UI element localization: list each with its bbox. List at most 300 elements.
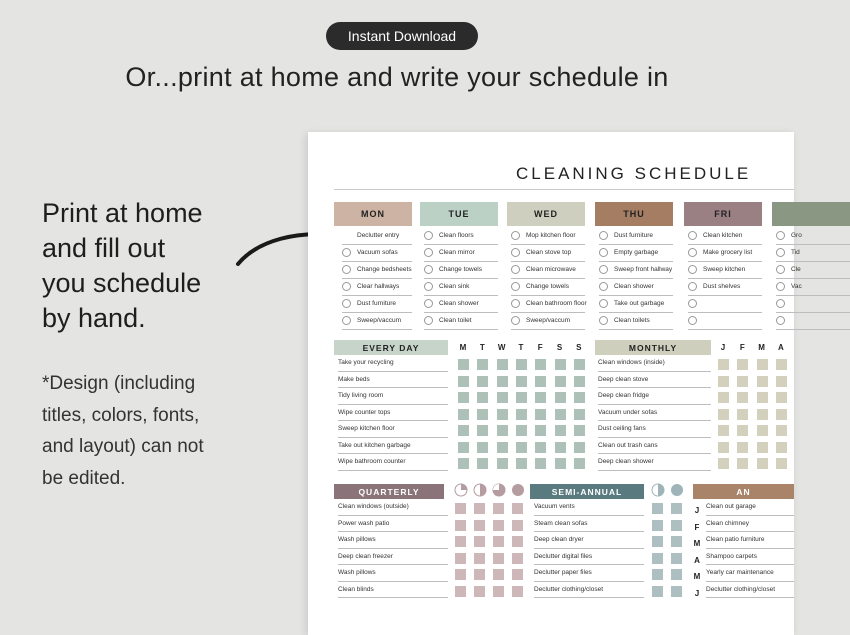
checkbox-square[interactable]: [516, 359, 527, 370]
task-label: Wipe bathroom counter: [338, 458, 406, 466]
task-checkbox[interactable]: [511, 265, 520, 274]
semi-annual-task-row[interactable]: [534, 532, 644, 549]
task-label: Deep clean stove: [598, 375, 649, 383]
checkbox-square[interactable]: [497, 392, 508, 403]
checkbox-square[interactable]: [516, 425, 527, 436]
checkbox-square[interactable]: [474, 553, 485, 564]
task-label: Wash pillows: [338, 569, 376, 577]
day-task-row[interactable]: [342, 244, 412, 262]
day-task-row[interactable]: [599, 261, 673, 279]
day-task-row[interactable]: [342, 261, 412, 279]
checkbox-square[interactable]: [455, 553, 466, 564]
task-label: Clean chimney: [706, 519, 749, 527]
day-task-row[interactable]: [688, 244, 762, 262]
annual-month-letter: M: [693, 572, 701, 581]
every-day-task-row[interactable]: [338, 421, 448, 438]
checkbox-square[interactable]: [535, 359, 546, 370]
checkbox-square[interactable]: [737, 425, 748, 436]
day-task-row[interactable]: [776, 278, 850, 296]
checkbox-square[interactable]: [737, 359, 748, 370]
month-letter: A: [778, 343, 784, 352]
half-pie-icon: [670, 483, 684, 497]
every-day-task-row[interactable]: [338, 372, 448, 389]
checkbox-square[interactable]: [493, 569, 504, 580]
half-pie-icon: [651, 483, 665, 497]
every-day-task-row[interactable]: [338, 405, 448, 422]
checkbox-square[interactable]: [671, 503, 682, 514]
checkbox-square[interactable]: [516, 409, 527, 420]
task-checkbox[interactable]: [776, 316, 785, 325]
checkbox-square[interactable]: [555, 376, 566, 387]
day-task-row[interactable]: [688, 312, 762, 330]
day-task-row[interactable]: [424, 227, 498, 245]
task-checkbox[interactable]: [424, 316, 433, 325]
task-label: Clean shower: [614, 283, 654, 290]
task-label: Clean microwave: [526, 266, 576, 273]
checkbox-square[interactable]: [512, 586, 523, 597]
checkbox-square[interactable]: [555, 425, 566, 436]
arrow-pointer-gap[interactable]: [342, 265, 351, 274]
checkbox-square[interactable]: [555, 409, 566, 420]
day-task-row[interactable]: [511, 312, 585, 330]
semi-annual-task-row[interactable]: [534, 499, 644, 516]
task-checkbox[interactable]: [424, 248, 433, 257]
task-checkbox[interactable]: [599, 282, 608, 291]
day-task-row[interactable]: [342, 295, 412, 313]
checkbox-square[interactable]: [512, 503, 523, 514]
day-task-row[interactable]: [424, 244, 498, 262]
checkbox-square[interactable]: [718, 442, 729, 453]
checkbox-square[interactable]: [718, 458, 729, 469]
day-task-row[interactable]: [599, 227, 673, 245]
checkbox-square[interactable]: [718, 359, 729, 370]
task-checkbox[interactable]: [511, 299, 520, 308]
every-day-task-row[interactable]: [338, 355, 448, 372]
checkbox-square[interactable]: [574, 392, 585, 403]
checkbox-square[interactable]: [458, 425, 469, 436]
checkbox-square[interactable]: [535, 376, 546, 387]
monthly-task-row[interactable]: [598, 355, 711, 372]
checkbox-square[interactable]: [555, 442, 566, 453]
task-label: Sweep front hallway: [614, 266, 673, 273]
monthly-task-row[interactable]: [598, 405, 711, 422]
task-label: Power wash patio: [338, 519, 390, 527]
checkbox-square[interactable]: [477, 392, 488, 403]
checkbox-square[interactable]: [652, 586, 663, 597]
day-task-row[interactable]: [424, 278, 498, 296]
day-header-wed: WED: [507, 202, 585, 226]
annual-task-row[interactable]: [706, 549, 794, 566]
quarterly-task-row[interactable]: [338, 516, 448, 533]
day-task-row[interactable]: [511, 278, 585, 296]
checkbox-square[interactable]: [757, 458, 768, 469]
semi-annual-task-row[interactable]: [534, 549, 644, 566]
task-checkbox[interactable]: [511, 248, 520, 257]
quarterly-task-row[interactable]: [338, 499, 448, 516]
task-label: Change towels: [526, 283, 569, 290]
task-label: Change towels: [439, 266, 482, 273]
semi-annual-task-row[interactable]: [534, 565, 644, 582]
day-task-row[interactable]: [424, 312, 498, 330]
instant-download-badge: Instant Download: [326, 22, 478, 50]
checkbox-square[interactable]: [512, 520, 523, 531]
task-label: Make beds: [338, 375, 370, 383]
checkbox-square[interactable]: [671, 586, 682, 597]
annual-task-row[interactable]: [706, 516, 794, 533]
checkbox-square[interactable]: [757, 442, 768, 453]
checkbox-square[interactable]: [776, 458, 787, 469]
task-checkbox[interactable]: [688, 231, 697, 240]
checkbox-square[interactable]: [737, 376, 748, 387]
checkbox-square[interactable]: [652, 503, 663, 514]
checkbox-square[interactable]: [535, 392, 546, 403]
task-label: Clean shower: [439, 300, 479, 307]
checkbox-square[interactable]: [516, 442, 527, 453]
arrow-pointer-gap[interactable]: [342, 282, 351, 291]
checkbox-square[interactable]: [555, 359, 566, 370]
task-label: Clear hallways: [357, 283, 400, 290]
day-task-row[interactable]: [424, 295, 498, 313]
task-label: Sweep kitchen: [703, 266, 746, 273]
checkbox-square[interactable]: [737, 458, 748, 469]
weekday-letter: M: [459, 343, 467, 352]
monthly-task-row[interactable]: [598, 421, 711, 438]
task-checkbox[interactable]: [511, 282, 520, 291]
checkbox-square[interactable]: [474, 586, 485, 597]
quarterly-task-row[interactable]: [338, 549, 448, 566]
task-label: Wipe counter tops: [338, 408, 391, 416]
checkbox-square[interactable]: [671, 520, 682, 531]
checkbox-square[interactable]: [512, 569, 523, 580]
task-label: Clean out garage: [706, 503, 756, 511]
task-label: Cle: [791, 266, 801, 273]
checkbox-square[interactable]: [497, 425, 508, 436]
checkbox-square[interactable]: [757, 392, 768, 403]
checkbox-square[interactable]: [652, 520, 663, 531]
checkbox-square[interactable]: [512, 553, 523, 564]
checkbox-square[interactable]: [737, 409, 748, 420]
task-label: Vac: [791, 283, 802, 290]
task-checkbox[interactable]: [424, 231, 433, 240]
checkbox-square[interactable]: [477, 458, 488, 469]
day-header-tue: TUE: [420, 202, 498, 226]
every-day-task-row[interactable]: [338, 388, 448, 405]
checkbox-square[interactable]: [493, 520, 504, 531]
task-label: Vacuum under sofas: [598, 408, 658, 416]
checkbox-square[interactable]: [477, 425, 488, 436]
task-label: Deep clean dryer: [534, 536, 584, 544]
day-task-row[interactable]: [342, 312, 412, 330]
arrow-pointer-gap[interactable]: [342, 316, 351, 325]
task-checkbox[interactable]: [776, 265, 785, 274]
day-task-row[interactable]: [688, 261, 762, 279]
month-letter: J: [720, 343, 726, 352]
weekday-letter: T: [518, 343, 524, 352]
task-label: Declutter digital files: [534, 552, 593, 560]
task-checkbox[interactable]: [776, 248, 785, 257]
weekday-letter: W: [497, 343, 506, 352]
checkbox-square[interactable]: [474, 536, 485, 547]
cleaning-schedule-sheet: [308, 132, 802, 635]
checkbox-square[interactable]: [652, 553, 663, 564]
checkbox-square[interactable]: [497, 359, 508, 370]
annual-month-letter: F: [694, 522, 700, 532]
day-task-row[interactable]: [599, 295, 673, 313]
task-checkbox[interactable]: [688, 316, 697, 325]
checkbox-square[interactable]: [477, 376, 488, 387]
task-checkbox[interactable]: [424, 265, 433, 274]
task-checkbox[interactable]: [599, 299, 608, 308]
task-label: Take out garbage: [614, 300, 665, 307]
annual-header: AN: [693, 484, 794, 499]
checkbox-square[interactable]: [458, 376, 469, 387]
annual-task-row[interactable]: [706, 582, 794, 599]
checkbox-square[interactable]: [574, 409, 585, 420]
day-task-row[interactable]: [688, 278, 762, 296]
checkbox-square[interactable]: [455, 503, 466, 514]
task-label: Clean bathroom floor: [526, 300, 587, 307]
checkbox-square[interactable]: [776, 392, 787, 403]
checkbox-square[interactable]: [757, 376, 768, 387]
task-label: Dust furniture: [614, 232, 654, 239]
checkbox-square[interactable]: [516, 458, 527, 469]
task-label: Dust shelves: [703, 283, 741, 290]
checkbox-square[interactable]: [516, 376, 527, 387]
task-label: Tidy living room: [338, 392, 384, 400]
day-task-row[interactable]: [776, 295, 850, 313]
checkbox-square[interactable]: [757, 425, 768, 436]
monthly-task-row[interactable]: [598, 438, 711, 455]
checkbox-square[interactable]: [458, 359, 469, 370]
checkbox-square[interactable]: [493, 553, 504, 564]
checkbox-square[interactable]: [493, 503, 504, 514]
checkbox-square[interactable]: [474, 520, 485, 531]
day-task-row[interactable]: [511, 261, 585, 279]
checkbox-square[interactable]: [671, 553, 682, 564]
task-label: Clean out trash cans: [598, 441, 658, 449]
task-label: Sweep/vaccum: [357, 317, 402, 324]
day-task-row[interactable]: [776, 261, 850, 279]
checkbox-square[interactable]: [574, 359, 585, 370]
checkbox-square[interactable]: [497, 376, 508, 387]
semi-annual-task-row[interactable]: [534, 582, 644, 599]
task-label: Deep clean fridge: [598, 392, 649, 400]
checkbox-square[interactable]: [535, 442, 546, 453]
task-label: Deep clean freezer: [338, 552, 393, 560]
task-label: Declutter entry: [357, 232, 400, 239]
checkbox-square[interactable]: [555, 458, 566, 469]
checkbox-square[interactable]: [776, 359, 787, 370]
checkbox-square[interactable]: [493, 536, 504, 547]
checkbox-square[interactable]: [477, 442, 488, 453]
checkbox-square[interactable]: [535, 425, 546, 436]
arrow-pointer-gap[interactable]: [342, 299, 351, 308]
checkbox-square[interactable]: [455, 569, 466, 580]
monthly-task-row[interactable]: [598, 372, 711, 389]
task-label: Clean patio furniture: [706, 536, 765, 544]
checkbox-square[interactable]: [671, 536, 682, 547]
task-checkbox[interactable]: [511, 316, 520, 325]
quarter-pie-icon: [511, 483, 525, 497]
day-task-row[interactable]: [776, 312, 850, 330]
checkbox-square[interactable]: [497, 409, 508, 420]
weekday-letter: S: [576, 343, 582, 352]
checkbox-square[interactable]: [458, 458, 469, 469]
task-checkbox[interactable]: [511, 231, 520, 240]
checkbox-square[interactable]: [574, 376, 585, 387]
checkbox-square[interactable]: [512, 536, 523, 547]
checkbox-square[interactable]: [477, 409, 488, 420]
task-checkbox[interactable]: [424, 299, 433, 308]
month-letter: M: [758, 343, 765, 352]
checkbox-square[interactable]: [718, 392, 729, 403]
annual-month-letter: J: [694, 588, 700, 598]
task-label: Clean stove top: [526, 249, 572, 256]
task-label: Vacuum vents: [534, 503, 575, 511]
task-label: Yearly car maintenance: [706, 569, 774, 577]
task-label: Clean toilets: [614, 317, 650, 324]
checkbox-square[interactable]: [455, 586, 466, 597]
task-label: Tid: [791, 249, 800, 256]
checkbox-square[interactable]: [493, 586, 504, 597]
annual-task-row[interactable]: [706, 532, 794, 549]
every-day-task-row[interactable]: [338, 454, 448, 471]
day-task-row[interactable]: [342, 278, 412, 296]
quarterly-task-row[interactable]: [338, 532, 448, 549]
monthly-task-row[interactable]: [598, 454, 711, 471]
every-day-task-row[interactable]: [338, 438, 448, 455]
checkbox-square[interactable]: [535, 458, 546, 469]
headline: Or...print at home and write your schedule in: [125, 62, 669, 92]
checkbox-square[interactable]: [516, 392, 527, 403]
task-checkbox[interactable]: [688, 282, 697, 291]
checkbox-square[interactable]: [718, 409, 729, 420]
task-checkbox[interactable]: [688, 248, 697, 257]
checkbox-square[interactable]: [535, 409, 546, 420]
day-header-sat: [772, 202, 850, 226]
task-checkbox[interactable]: [688, 265, 697, 274]
checkbox-square[interactable]: [574, 458, 585, 469]
task-checkbox[interactable]: [599, 265, 608, 274]
semi-annual-task-row[interactable]: [534, 516, 644, 533]
annual-month-letter: M: [693, 539, 701, 548]
day-task-row[interactable]: [424, 261, 498, 279]
side-title: Print at home and fill out you schedule by hand.: [42, 198, 203, 333]
checkbox-square[interactable]: [652, 536, 663, 547]
quarterly-header: QUARTERLY: [334, 484, 444, 499]
arrow-pointer-gap[interactable]: [342, 248, 351, 257]
monthly-task-row[interactable]: [598, 388, 711, 405]
weekday-letter: T: [479, 343, 485, 352]
task-label: Clean toilet: [439, 317, 472, 324]
task-checkbox[interactable]: [424, 282, 433, 291]
quarterly-task-row[interactable]: [338, 582, 448, 599]
checkbox-square[interactable]: [776, 409, 787, 420]
day-header-thu: THU: [595, 202, 673, 226]
annual-month-letter: J: [694, 506, 700, 515]
side-note: *Design (including titles, colors, fonts, and layout) can not be edited.: [42, 373, 204, 489]
checkbox-square[interactable]: [776, 425, 787, 436]
sheet-title: CLEANING SCHEDULE: [516, 164, 752, 183]
day-task-row[interactable]: [599, 278, 673, 296]
quarter-pie-icon: [492, 483, 506, 497]
task-label: Declutter clothing/closet: [706, 585, 776, 593]
task-checkbox[interactable]: [599, 248, 608, 257]
checkbox-square[interactable]: [671, 569, 682, 580]
day-task-row[interactable]: [511, 295, 585, 313]
checkbox-square[interactable]: [458, 392, 469, 403]
checkbox-square[interactable]: [737, 442, 748, 453]
task-checkbox[interactable]: [776, 282, 785, 291]
day-task-row[interactable]: [688, 295, 762, 313]
checkbox-square[interactable]: [474, 503, 485, 514]
checkbox-square[interactable]: [757, 409, 768, 420]
checkbox-square[interactable]: [497, 458, 508, 469]
checkbox-square[interactable]: [574, 425, 585, 436]
checkbox-square[interactable]: [574, 442, 585, 453]
task-label: Make grocery list: [703, 249, 753, 256]
day-task-row[interactable]: [688, 227, 762, 245]
semi-annual-header: SEMI-ANNUAL: [530, 484, 644, 499]
task-label: Take out kitchen garbage: [338, 441, 411, 449]
task-label: Vacuum sofas: [357, 249, 398, 256]
task-checkbox[interactable]: [688, 299, 697, 308]
task-label: Clean blinds: [338, 585, 374, 593]
checkbox-square[interactable]: [455, 536, 466, 547]
task-label: Empty garbage: [614, 249, 659, 256]
monthly-header: MONTHLY: [595, 340, 711, 355]
day-header-mon: MON: [334, 202, 412, 226]
checkbox-square[interactable]: [555, 392, 566, 403]
checkbox-square[interactable]: [737, 392, 748, 403]
quarterly-task-row[interactable]: [338, 565, 448, 582]
task-label: Dust furniture: [357, 300, 397, 307]
day-header-fri: FRI: [684, 202, 762, 226]
task-label: Declutter clothing/closet: [534, 585, 604, 593]
checkbox-square[interactable]: [718, 376, 729, 387]
day-task-row[interactable]: [776, 244, 850, 262]
task-checkbox[interactable]: [599, 316, 608, 325]
day-task-row[interactable]: [511, 227, 585, 245]
checkbox-square[interactable]: [497, 442, 508, 453]
annual-task-row[interactable]: [706, 499, 794, 516]
task-checkbox[interactable]: [776, 299, 785, 308]
task-label: Dust ceiling fans: [598, 425, 646, 433]
checkbox-square[interactable]: [718, 425, 729, 436]
task-checkbox[interactable]: [599, 231, 608, 240]
checkbox-square[interactable]: [776, 442, 787, 453]
checkbox-square[interactable]: [757, 359, 768, 370]
checkbox-square[interactable]: [474, 569, 485, 580]
checkbox-square[interactable]: [458, 409, 469, 420]
day-task-row[interactable]: [776, 227, 850, 245]
checkbox-square[interactable]: [652, 569, 663, 580]
day-task-row[interactable]: [511, 244, 585, 262]
annual-task-row[interactable]: [706, 565, 794, 582]
task-label: Clean windows (inside): [598, 359, 665, 367]
day-task-row[interactable]: [599, 312, 673, 330]
checkbox-square[interactable]: [776, 376, 787, 387]
task-label: Change bedsheets: [357, 266, 412, 273]
quarter-pie-icon: [473, 483, 487, 497]
checkbox-square[interactable]: [477, 359, 488, 370]
day-task-row[interactable]: [342, 227, 412, 245]
checkbox-square[interactable]: [458, 442, 469, 453]
day-task-row[interactable]: [599, 244, 673, 262]
checkbox-square[interactable]: [455, 520, 466, 531]
month-letter: F: [739, 343, 745, 352]
task-checkbox[interactable]: [776, 231, 785, 240]
